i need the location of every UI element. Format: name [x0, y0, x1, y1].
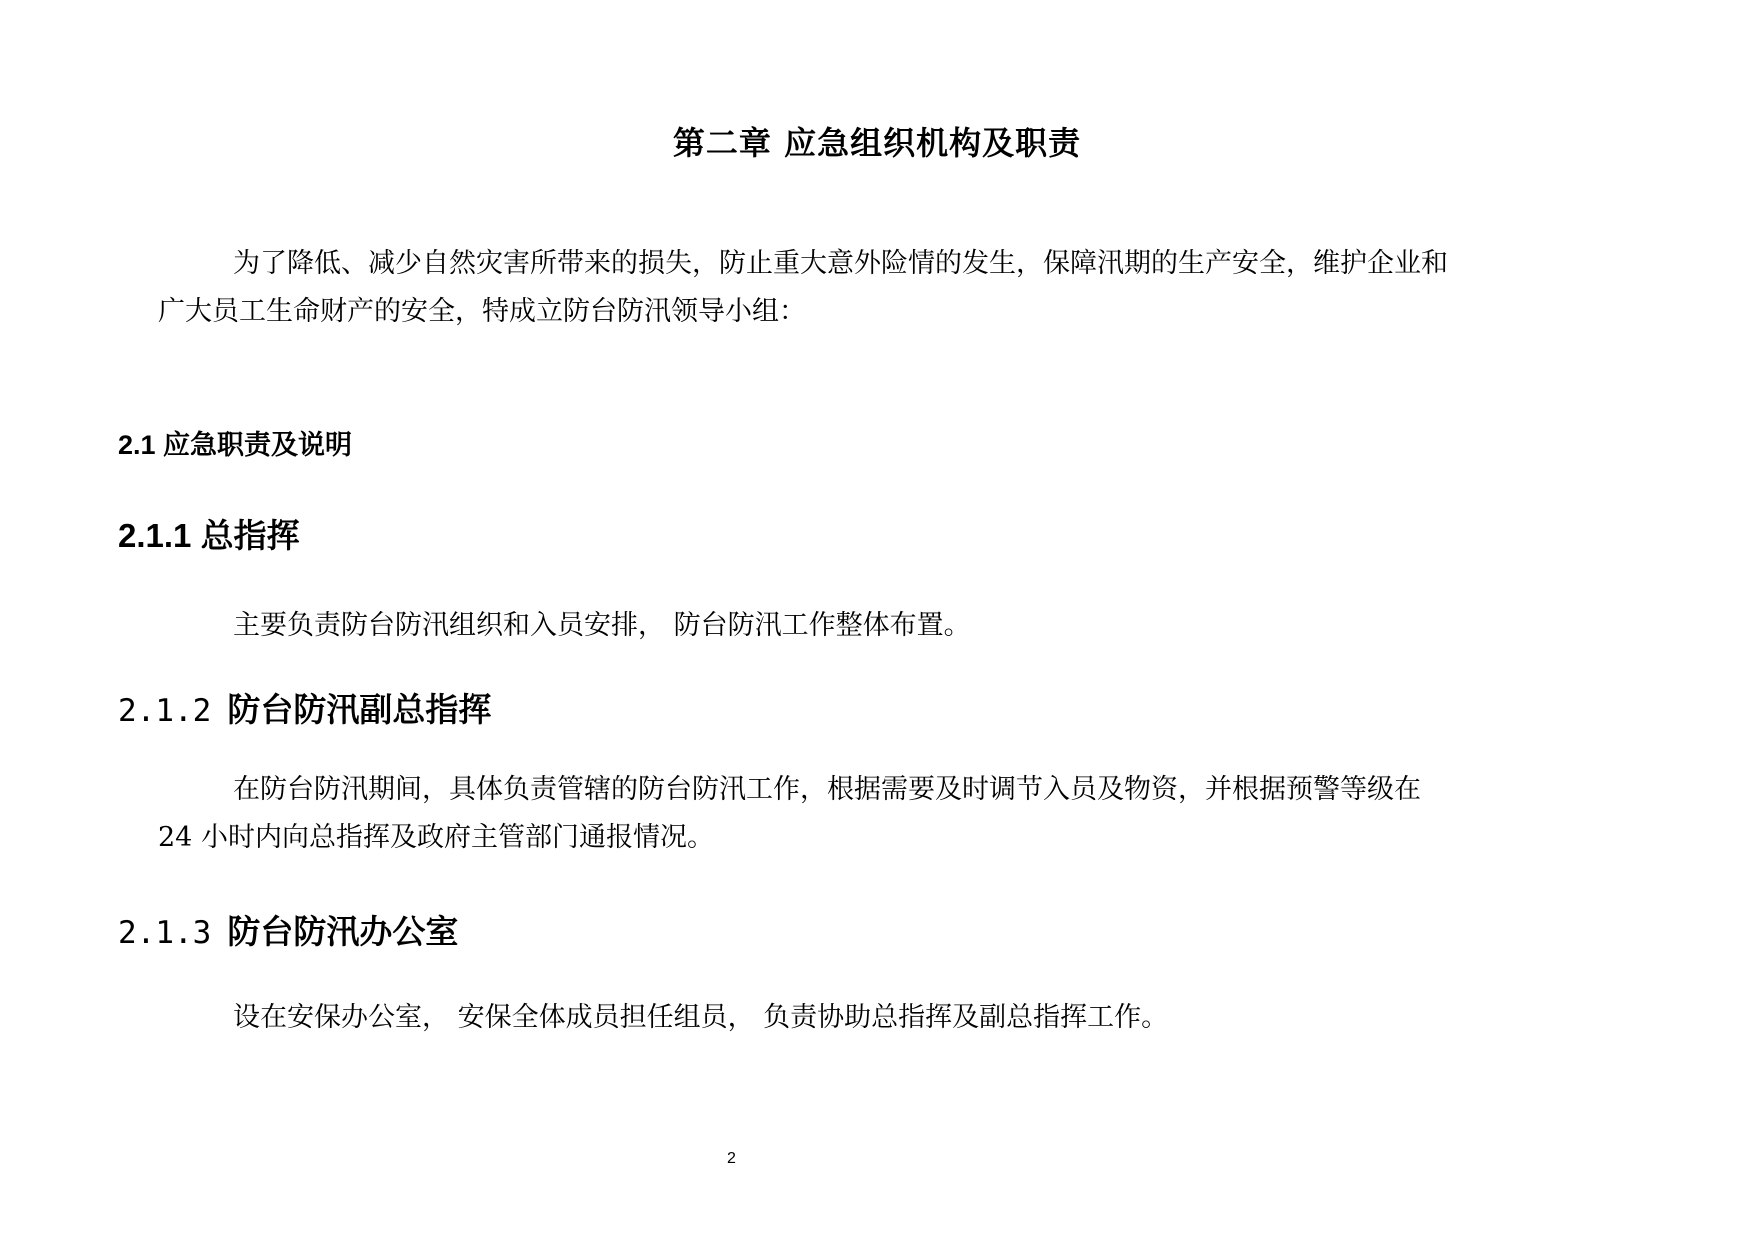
section-2-1-1-body: 主要负责防台防汛组织和入员安排， 防台防汛工作整体布置。 — [233, 610, 971, 641]
section-2-1-1-heading: 2.1.1 总指挥 — [118, 517, 300, 554]
section-2-1-2-heading — [118, 684, 491, 731]
section-2-1-3-number: 2.1.3 — [118, 915, 212, 951]
section-2-1-3-body: 设在安保办公室， 安保全体成员担任组员， 负责协助总指挥及副总指挥工作。 — [233, 1002, 1169, 1033]
section-2-1-3-title: 防台防汛办公室 — [227, 912, 459, 951]
section-2-1-3-heading — [118, 906, 458, 953]
section-2-1-2-number: 2.1.2 — [118, 693, 212, 729]
page-number: 2 — [727, 1150, 736, 1167]
section-2-1-2-body: 在防台防汛期间，具体负责管辖的防台防汛工作，根据需要及时调节入员及物资，并根据预警等级在 24 小时内向总指挥及政府主管部门通报情况。 — [158, 774, 1421, 853]
chapter-intro-paragraph: 为了降低、减少自然灾害所带来的损失，防止重大意外险情的发生，保障汛期的生产安全，维护企业和广大员工生命财产的安全，特成立防台防汛领导小组： — [158, 248, 1448, 327]
section-2-1-heading: 2.1 应急职责及说明 — [118, 430, 353, 460]
chapter-title: 第二章 应急组织机构及职责 — [672, 124, 1082, 162]
section-2-1-2-title: 防台防汛副总指挥 — [227, 690, 492, 729]
